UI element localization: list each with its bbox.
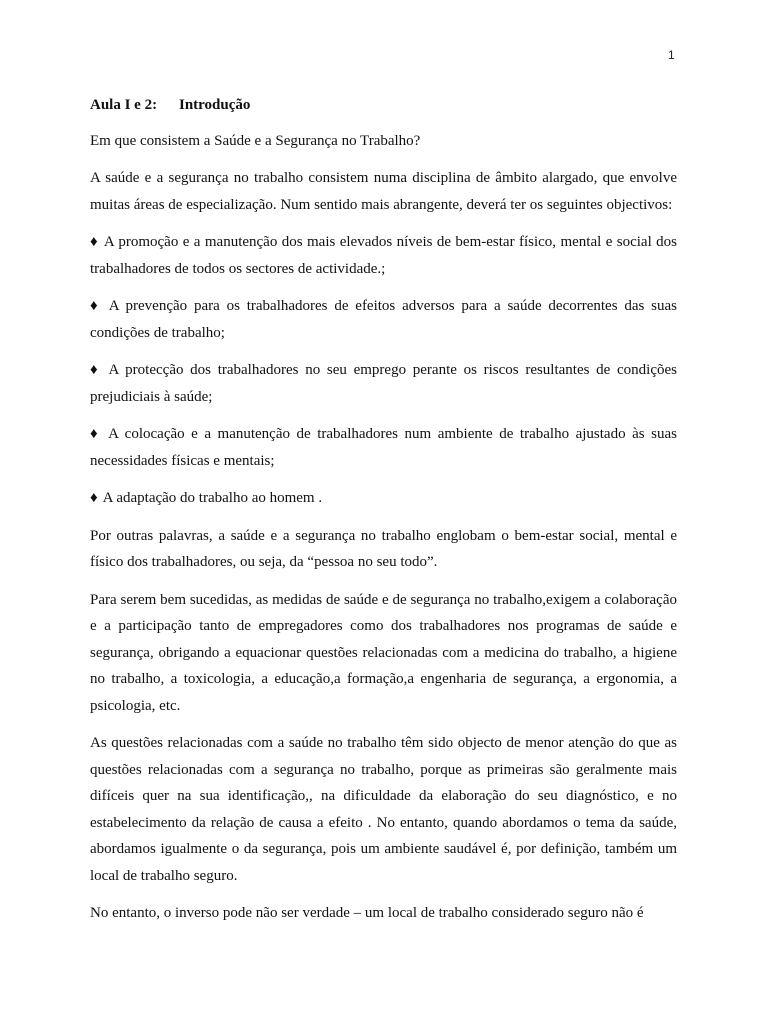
- objective-item: [90, 293, 677, 346]
- body-paragraph: Para serem bem sucedidas, as medidas de saúde e de segurança no trabalho,exigem a colaboração e a participação tanto de empregadores como dos trabalhadores nos programas de saúde e segurança, obrigando a equacionar questões relacionadas com a medicina do trabalho, a higiene no trabalho, a toxicologia, a educação,a formação,a engenharia de segurança, a ergonomia, a psicologia, etc.: [90, 591, 677, 714]
- objective-text: A protecção dos trabalhadores no seu emprego perante os riscos resultantes de condições prejudiciais à saúde;: [90, 362, 677, 405]
- intro-paragraph: A saúde e a segurança no trabalho consistem numa disciplina de âmbito alargado, que envolve muitas áreas de especialização. Num sentido mais abrangente, deverá ter os seguintes objectivos:: [90, 170, 677, 213]
- objective-text: A promoção e a manutenção dos mais elevados níveis de bem-estar físico, mental e social dos trabalhadores de todos os sectores de actividade.;: [90, 234, 677, 277]
- objective-text: A colocação e a manutenção de trabalhadores num ambiente de trabalho ajustado às suas necessidades físicas e mentais;: [90, 426, 677, 469]
- objective-text: A adaptação do trabalho ao homem .: [102, 490, 323, 506]
- body-paragraph: No entanto, o inverso pode não ser verdade – um local de trabalho considerado seguro não é: [90, 905, 644, 921]
- lesson-title: Introdução: [179, 97, 251, 113]
- diamond-bullet-icon: ♦: [90, 298, 101, 314]
- objective-item: [90, 229, 677, 282]
- diamond-bullet-icon: ♦: [90, 234, 99, 250]
- diamond-bullet-icon: ♦: [90, 490, 98, 506]
- lesson-label: Aula I e 2:: [90, 97, 158, 113]
- document-body: [90, 92, 677, 938]
- lesson-heading: [90, 92, 677, 119]
- objective-text: A prevenção para os trabalhadores de efeitos adversos para a saúde decorrentes das suas condições de trabalho;: [90, 298, 677, 341]
- diamond-bullet-icon: ♦: [90, 362, 101, 378]
- body-paragraph: Por outras palavras, a saúde e a segurança no trabalho englobam o bem-estar social, mental e físico dos trabalhadores, ou seja, da “pessoa no seu todo”.: [90, 527, 677, 570]
- objective-item: [90, 357, 677, 410]
- objective-item: [90, 485, 677, 512]
- question-text: Em que consistem a Saúde e a Segurança no Trabalho?: [90, 132, 421, 149]
- objective-item: [90, 421, 677, 474]
- diamond-bullet-icon: ♦: [90, 426, 101, 442]
- body-paragraph: As questões relacionadas com a saúde no trabalho têm sido objecto de menor atenção do que as questões relacionadas com a segurança no trabalho, porque as primeiras são geralmente mais difíceis quer na sua identificação,, na dificuldade da elaboração do seu diagnóstico, e no estabelecimento da relação de causa a efeito . No entanto, quando abordamos o tema da saúde, abordamos igualmente o da segurança, pois um ambiente saudável é, por definição, também um local de trabalho seguro.: [90, 735, 677, 884]
- page-number: 1: [668, 48, 675, 62]
